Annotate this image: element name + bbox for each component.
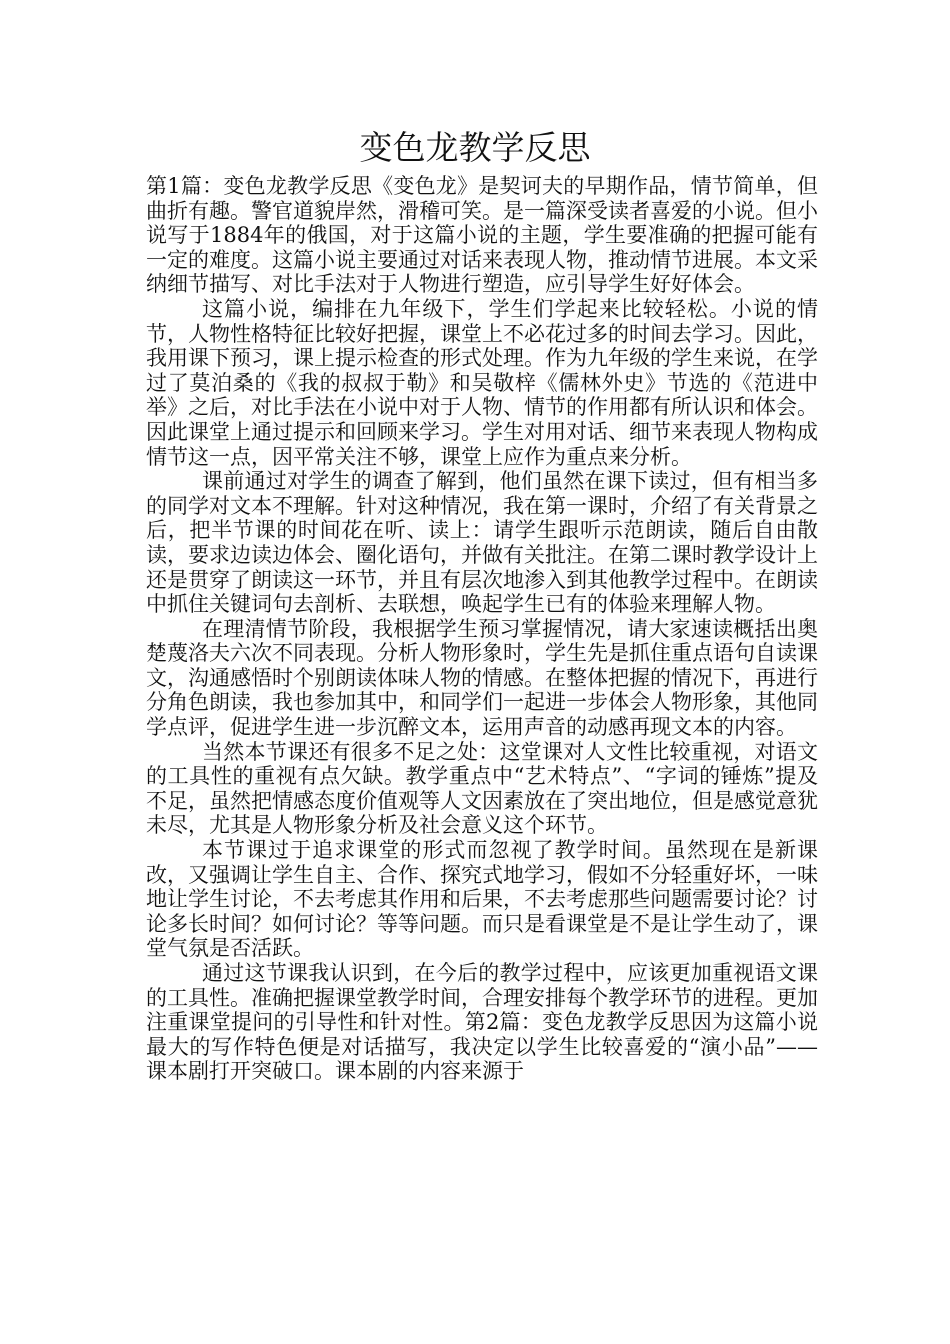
paragraph-4: 在理清情节阶段，我根据学生预习掌握情况，请大家速读概括出奥楚蔑洛夫六次不同表现。分析人物形象时，学生先是抓住重点语句自读课文，沟通感悟时个别朗读体味人物的情感。在整体把握的情况下，再进行分角色朗读，我也参加其中，和同学们一起进一步体会人物形象，其他同学点评，促进学生进一步沉醉文本，运用声音的动感再现文本的内容。	[146, 616, 818, 740]
paragraph-6: 本节课过于追求课堂的形式而忽视了教学时间。虽然现在是新课改，又强调让学生自主、合作、探究式地学习，假如不分轻重好坏，一味地让学生讨论，不去考虑其作用和后果，不去考虑那些问题需要讨论？讨论多长时间？如何讨论？等等问题。而只是看课堂是不是让学生动了，课堂气氛是否活跃。	[146, 838, 818, 961]
paragraph-3: 课前通过对学生的调查了解到，他们虽然在课下读过，但有相当多的同学对文本不理解。针对这种情况，我在第一课时，介绍了有关背景之后，把半节课的时间花在听、读上：请学生跟听示范朗读，随后自由散读，要求边读边体会、圈化语句，并做有关批注。在第二课时教学设计上还是贯穿了朗读这一环节，并且有层次地渗入到其他教学过程中。在朗读中抓住关键词句去剖析、去联想，唤起学生已有的体验来理解人物。	[146, 469, 818, 617]
paragraph-7: 通过这节课我认识到，在今后的教学过程中，应该更加重视语文课的工具性。准确把握课堂教学时间，合理安排每个教学环节的进程。更加注重课堂提问的引导性和针对性。第2篇：变色龙教学反思因为这篇小说最大的写作特色便是对话描写，我决定以学生比较喜爱的“演小品”——课本剧打开突破口。课本剧的内容来源于	[146, 961, 818, 1084]
document-title: 变色龙教学反思	[359, 128, 591, 167]
document-body	[146, 174, 818, 1084]
paragraph-1: 第1篇：变色龙教学反思《变色龙》是契诃夫的早期作品，情节简单，但曲折有趣。警官道貌岸然，滑稽可笑。是一篇深受读者喜爱的小说。但小说写于1884年的俄国，对于这篇小说的主题，学生要准确的把握可能有一定的难度。这篇小说主要通过对话来表现人物，推动情节进展。本文采纳细节描写、对比手法对于人物进行塑造，应引导学生好好体会。	[146, 174, 818, 297]
paragraph-5: 当然本节课还有很多不足之处：这堂课对人文性比较重视，对语文的工具性的重视有点欠缺。教学重点中“艺术特点”、“字词的锤炼”提及不足，虽然把情感态度价值观等人文因素放在了突出地位，但是感觉意犹未尽，尤其是人物形象分析及社会意义这个环节。	[146, 739, 818, 838]
paragraph-2: 这篇小说，编排在九年级下，学生们学起来比较轻松。小说的情节，人物性格特征比较好把握，课堂上不必花过多的时间去学习。因此，我用课下预习，课上提示检查的形式处理。作为九年级的学生来说，在学过了莫泊桑的《我的叔叔于勒》和吴敬梓《儒林外史》节选的《范进中举》之后，对比手法在小说中对于人物、情节的作用都有所认识和体会。因此课堂上通过提示和回顾来学习。学生对用对话、细节来表现人物构成情节这一点，因平常关注不够，课堂上应作为重点来分析。	[146, 296, 818, 469]
